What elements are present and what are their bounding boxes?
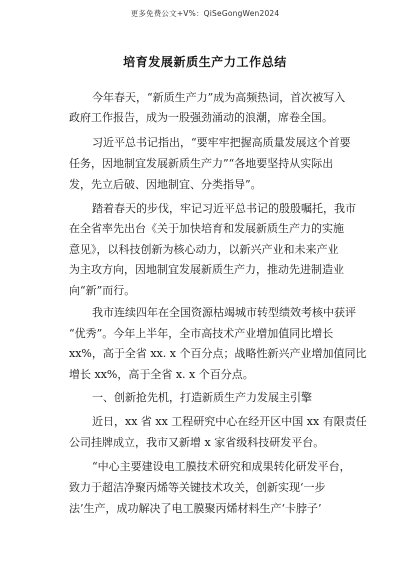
paragraph-line: 政府工作报告，成为一股强劲涌动的浪潮，席卷全国。: [69, 111, 333, 124]
paragraph-line: 近日，xx 省 xx 工程研究中心在经开区中国 xx 有限责任: [92, 415, 367, 428]
paragraph-line: 向“新”而行。: [69, 284, 136, 297]
paragraph-line: “中心主要建设电工膜技术研究和成果转化研发平台，: [92, 460, 351, 473]
paragraph-line: 致力于超洁净聚丙烯等关键技术攻关，创新实现‘一步: [69, 481, 326, 494]
paragraph-line: 我市连续四年在全国资源枯竭城市转型绩效考核中获评: [92, 306, 356, 319]
paragraph-line: 发，先立后破、因地制宜、分类指导”。: [69, 178, 262, 191]
header-note: 更多免费公文+V%：QiSeGongWen2024: [130, 9, 280, 18]
paragraph-line: 意见》，以科技创新为核心动力，以新兴产业和未来产业: [69, 243, 339, 256]
paragraph-line: 为主攻方向，因地制宜发展新质生产力，推动先进制造业: [69, 263, 344, 276]
paragraph-line: 踏着春天的步伐，牢记习近平总书记的殷殷嘱托，我市: [92, 202, 356, 215]
section-heading: 一、创新抢先机，打造新质生产力发展主引擎: [92, 391, 312, 404]
paragraph-line: 今年春天，“新质生产力”成为高频热词，首次被写入: [92, 91, 346, 104]
paragraph-line: “优秀”。今年上半年，全市高技术产业增加值同比增长: [69, 327, 334, 340]
paragraph-line: 法’生产，成功解决了电工膜聚丙烯材料生产‘卡脖子’: [69, 502, 322, 515]
document-title: 培育发展新质生产力工作总结: [123, 55, 287, 69]
paragraph-line: 习近平总书记指出，“要牢牢把握高质量发展这个首要: [92, 136, 351, 149]
paragraph-line: 公司挂牌成立，我市又新增 x 家省级科技研发平台。: [69, 436, 325, 449]
paragraph-line: 增长 xx%，高于全省 x. x 个百分点。: [69, 368, 254, 381]
paragraph-line: 在全省率先出台《关于加快培育和发展新质生产力的实施: [69, 222, 344, 235]
paragraph-line: 任务，因地制宜发展新质生产力”“各地要坚持从实际出: [69, 157, 334, 170]
paragraph-line: xx%，高于全省 xx. x 个百分点；战略性新兴产业增加值同比: [69, 347, 367, 360]
